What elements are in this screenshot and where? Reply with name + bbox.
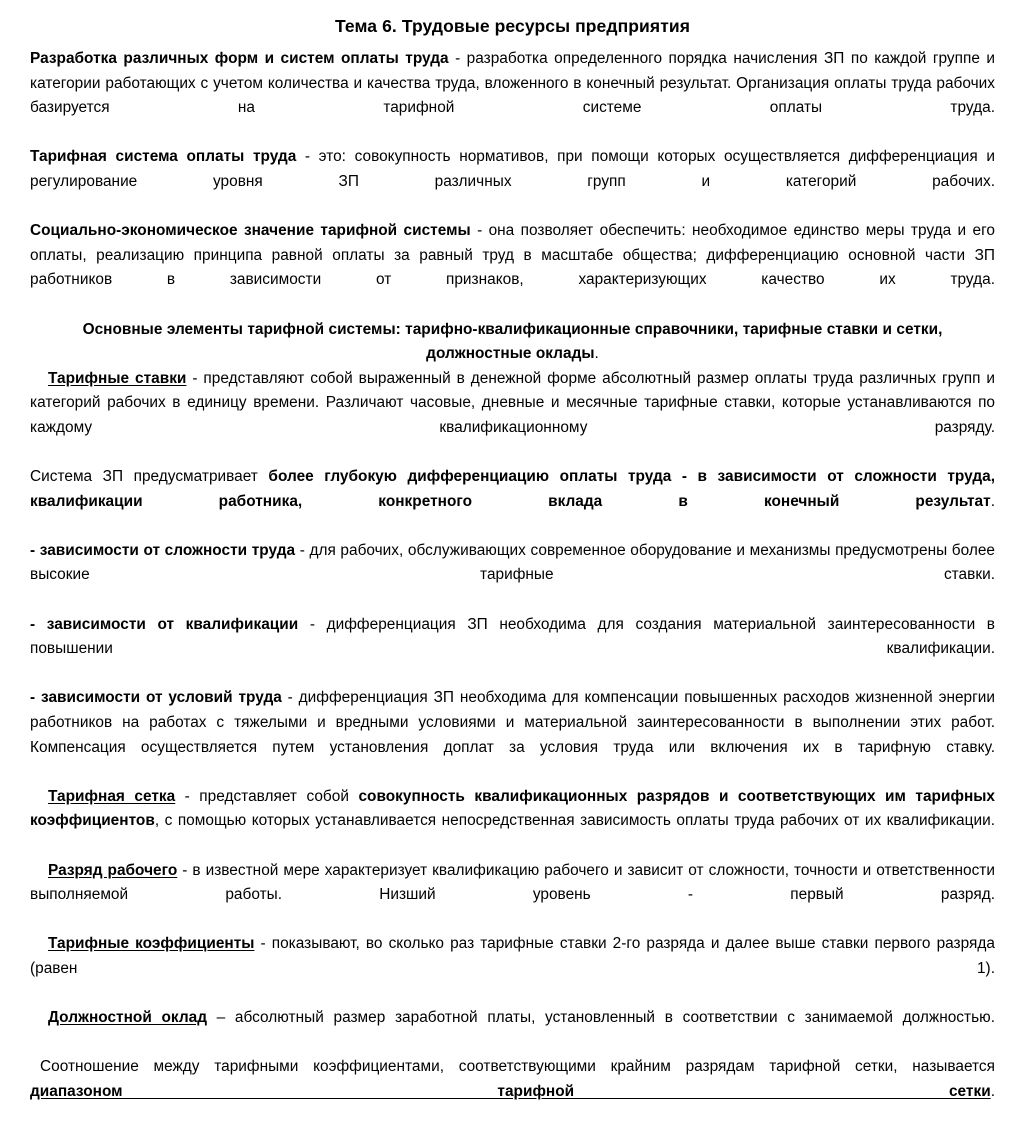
paragraph-wage-system: [30, 465, 995, 539]
paragraph-tariff-rates: [30, 367, 995, 465]
paragraph-wage-system-intro: Система ЗП предусматривает: [30, 468, 269, 486]
paragraph-socioeconomic-meaning: [30, 219, 995, 317]
term-official-salary: Должностной оклад: [48, 1009, 207, 1027]
term-tariff-grid-range: диапазоном тарифной сетки: [30, 1082, 991, 1100]
paragraph-forms-and-systems: [30, 47, 995, 145]
paragraph-worker-rank: [30, 859, 995, 933]
paragraph-dep-work-complexity-body: - для рабочих, обслуживающих современное оборудование и механизмы предусмотрены более высокие тарифные ставки.: [30, 541, 996, 584]
paragraph-dep-qualification-body: - дифференциация ЗП необходима для создания материальной заинтересованности в повышении квалификации.: [30, 615, 995, 658]
paragraph-tariff-coefficients-body: - показывают, во сколько раз тарифные ставки 2-го разряда и далее выше ставки первого разряда (равен 1).: [30, 935, 995, 977]
paragraph-tariff-system: [30, 145, 995, 219]
paragraph-main-elements: [30, 318, 995, 367]
paragraph-dep-work-complexity: [30, 539, 995, 613]
paragraph-dep-qualification: [30, 613, 995, 687]
paragraph-grid-range: [30, 1055, 995, 1129]
term-worker-rank: Разряд рабочего: [48, 861, 178, 879]
term-deeper-differentiation: более глубокую дифференциацию оплаты труда - в зависимости от сложности труда, квалификации работника, конкретного вклада в конечный результат: [30, 468, 995, 510]
term-main-elements: Основные элементы тарифной системы: тарифно-квалификационные справочники, тарифные ставки и сетки, должностные оклады: [82, 320, 943, 363]
term-dep-work-conditions: - зависимости от условий труда: [30, 689, 282, 707]
term-tariff-rates: Тарифные ставки: [48, 369, 187, 387]
paragraph-tariff-system-body: - это: совокупность нормативов, при помощи которых осуществляется дифференциация и регулирование уровня ЗП различных групп и категорий рабочих.: [30, 148, 996, 190]
paragraph-official-salary: [30, 1006, 995, 1055]
paragraph-tariff-grid-mid: - представляет собой: [175, 787, 359, 805]
term-qualification-ranks-set: совокупность квалификационных разрядов и соответствующих им тарифных коэффициентов: [30, 787, 995, 830]
paragraph-dep-work-conditions: [30, 686, 995, 784]
paragraph-socioeconomic-meaning-body: - она позволяет обеспечить: необходимое единство меры труда и его оплаты, реализацию принципа равной оплаты за равный труд в масштабе общества; дифференциацию основной части ЗП работников в зависимости от признаков, характеризующих качество их труда.: [30, 222, 995, 289]
term-dep-work-complexity: - зависимости от сложности труда: [30, 541, 296, 559]
term-tariff-grid: Тарифная сетка: [48, 787, 176, 805]
paragraph-dep-work-conditions-body: - дифференциация ЗП необходима для компенсации повышенных расходов жизненной энергии работников на работах с тяжелыми и вредными условиями и материальной заинтересованности в выполнении этих работ. Компенсация осуществляется путем установления доплат за условия труда или включения их в тарифную ставку.: [30, 689, 995, 756]
term-tariff-system: Тарифная система оплаты труда: [30, 148, 297, 166]
term-dep-qualification: - зависимости от квалификации: [30, 615, 299, 633]
paragraph-tariff-rates-body: - представляют собой выраженный в денежной форме абсолютный размер оплаты труда различных групп и категорий рабочих в единицу времени. Различают часовые, дневные и месячные тарифные ставки, которые устанавливаются по каждому квалификационному разряду.: [30, 369, 995, 436]
page-title: Тема 6. Трудовые ресурсы предприятия: [334, 16, 691, 36]
paragraph-main-elements-tail: .: [594, 345, 599, 363]
paragraph-tariff-grid: [30, 785, 995, 859]
paragraph-official-salary-body: – абсолютный размер заработной платы, установленный в соответствии с занимаемой должностью.: [207, 1009, 995, 1027]
paragraph-tariff-coefficients: [30, 932, 995, 1006]
paragraph-tariff-grid-body: , с помощью которых устанавливается непосредственная зависимость оплаты труда рабочих от их квалификации.: [154, 812, 995, 830]
paragraph-worker-rank-body: - в известной мере характеризует квалификацию рабочего и зависит от сложности, точности и ответственности выполняемой работы. Низший уровень - первый разряд.: [30, 861, 995, 904]
paragraph-forms-and-systems-body: - разработка определенного порядка начисления ЗП по каждой группе и категории работающих с учетом количества и качества труда, вложенного в конечный результат. Организация оплаты труда рабочих базируется на тарифной системе оплаты труда.: [30, 50, 995, 117]
term-tariff-coefficients: Тарифные коэффициенты: [48, 935, 255, 953]
paragraph-wage-system-tail: .: [990, 492, 995, 510]
term-forms-and-systems: Разработка различных форм и систем оплаты труда: [30, 50, 449, 67]
paragraph-grid-range-intro: Соотношение между тарифными коэффициентами, соответствующими крайним разрядам тарифной сетки, называется: [40, 1058, 995, 1076]
term-socioeconomic-meaning: Социально-экономическое значение тарифной системы: [30, 222, 471, 240]
paragraph-grid-range-tail: .: [990, 1082, 995, 1100]
